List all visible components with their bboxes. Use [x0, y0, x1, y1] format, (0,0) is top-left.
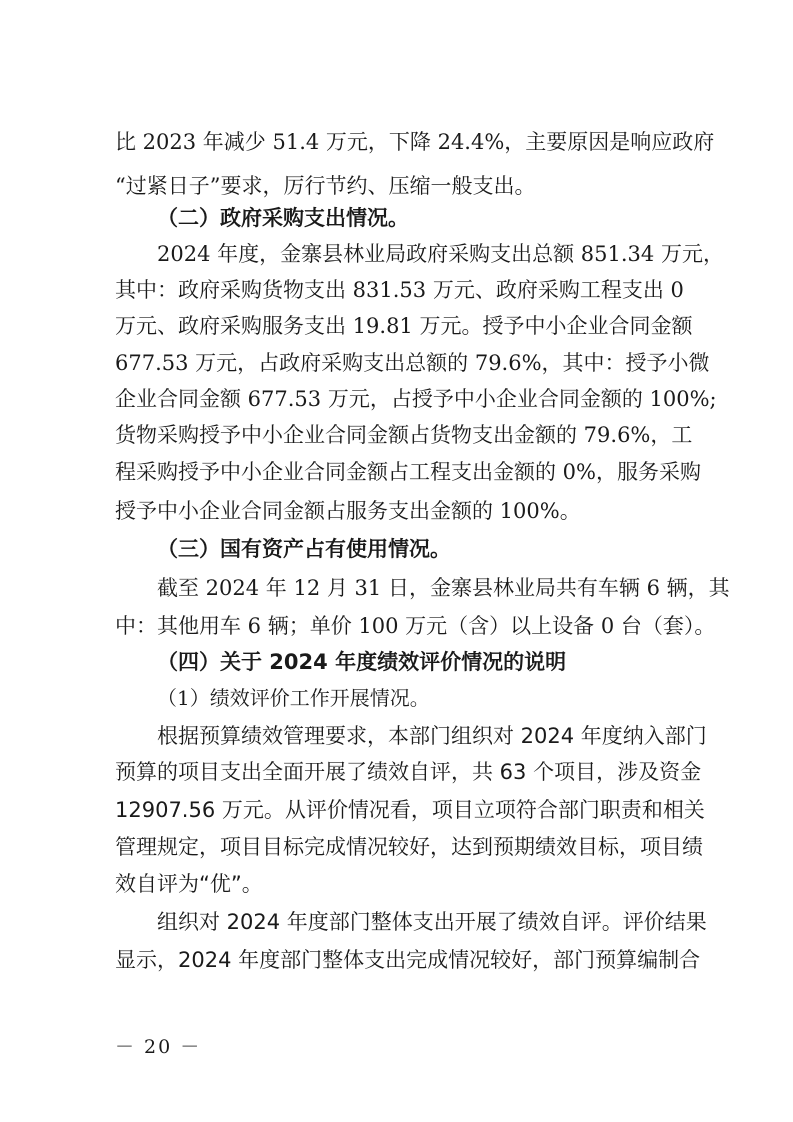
paragraph-line: 万元、政府采购服务支出 19.81 万元。授予中小企业合同金额 [115, 314, 693, 338]
paragraph-line: 效自评为“优”。 [115, 872, 263, 896]
paragraph-line: 根据预算绩效管理要求，本部门组织对 2024 年度纳入部门 [157, 724, 707, 748]
paragraph-line: 企业合同金额 677.53 万元，占授予中小企业合同金额的 100%; [115, 387, 717, 411]
section-heading-procurement: （二）政府采购支出情况。 [157, 206, 409, 230]
paragraph-line: 程采购授予中小企业合同金额占工程支出金额的 0%，服务采购 [115, 460, 701, 484]
paragraph-line: 预算的项目支出全面开展了绩效自评，共 63 个项目，涉及资金 [115, 760, 702, 784]
subsection-heading: （1）绩效评价工作开展情况。 [157, 686, 430, 710]
paragraph-line: 其中：政府采购货物支出 831.53 万元、政府采购工程支出 0 [115, 278, 684, 302]
section-heading-assets: （三）国有资产占有使用情况。 [157, 537, 451, 561]
paragraph-line: 截至 2024 年 12 月 31 日，金寨县林业局共有车辆 6 辆，其 [157, 576, 730, 600]
paragraph-line: 货物采购授予中小企业合同金额占货物支出金额的 79.6%，工 [115, 423, 693, 447]
paragraph-line: 显示，2024 年度部门整体支出完成情况较好，部门预算编制合 [115, 948, 701, 972]
page-number: － 20 － [115, 1036, 202, 1058]
paragraph-line: 组织对 2024 年度部门整体支出开展了绩效自评。评价结果 [157, 910, 707, 934]
paragraph-line: 12907.56 万元。从评价情况看，项目立项符合部门职责和相关 [115, 798, 705, 822]
paragraph-line: 比 2023 年减少 51.4 万元，下降 24.4%，主要原因是响应政府 [115, 130, 715, 154]
paragraph-line: “过紧日子”要求，厉行节约、压缩一般支出。 [115, 174, 536, 198]
paragraph-line: 677.53 万元，占政府采购支出总额的 79.6%，其中：授予小微 [115, 351, 710, 375]
section-heading-performance: （四）关于 2024 年度绩效评价情况的说明 [157, 650, 567, 674]
paragraph-line: 中：其他用车 6 辆；单价 100 万元（含）以上设备 0 台（套）。 [115, 614, 716, 638]
paragraph-line: 2024 年度，金寨县林业局政府采购支出总额 851.34 万元， [157, 242, 724, 266]
paragraph-line: 授予中小企业合同金额占服务支出金额的 100%。 [115, 499, 581, 523]
paragraph-line: 管理规定，项目目标完成情况较好，达到预期绩效目标，项目绩 [115, 835, 703, 859]
